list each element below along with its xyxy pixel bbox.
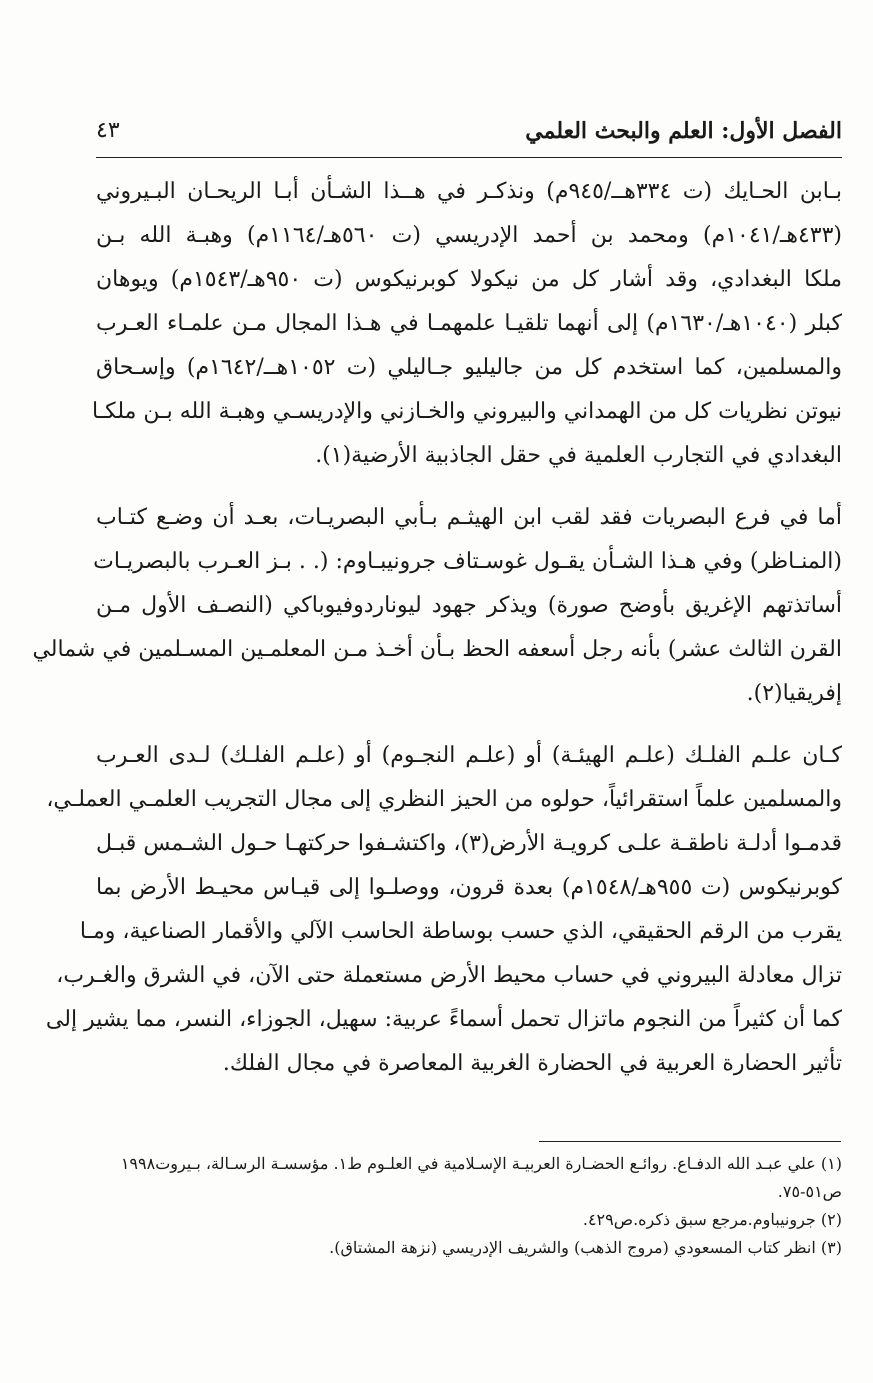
text-line: إفريقيا(٢). <box>746 681 842 706</box>
text-line: قدمـوا أدلـة ناطقـة علـى كرويـة الأرض(٣)، واكتشـفوا حركتهـا حـول الشـمس قبـل <box>96 831 842 856</box>
text-line: تأثير الحضارة العربية في الحضارة الغربية المعاصرة في مجال الفلك. <box>222 1051 842 1076</box>
page-number: ٤٣ <box>96 118 120 143</box>
footnote-1 <box>96 1150 842 1206</box>
footnote-line: (٣) انظر كتاب المسعودي (مروج الذهب) والشريف الإدريسي (نزهة المشتاق). <box>329 1238 842 1257</box>
footnote-line: (٢) جرونيباوم.مرجع سبق ذكره.ص٤٢٩. <box>582 1210 842 1229</box>
text-line: كـان علـم الفلـك (علـم الهيئـة) أو (علـم النجـوم) أو (علـم الفلـك) لـدى العـرب <box>96 743 842 768</box>
text-line: يقرب من الرقم الحقيقي، الذي حسب بوساطة الحاسب الآلي والأقمار الصناعية، ومـا <box>79 919 842 944</box>
text-line: أما في فرع البصريات فقد لقب ابن الهيثـم بـأبي البصريـات، بعـد أن وضـع كتـاب <box>96 505 842 530</box>
chapter-title: الفصل الأول: العلم والبحث العلمي <box>525 118 842 144</box>
text-line: بـابن الحـايك (ت ٣٣٤هــ/٩٤٥م) ونذكـر في هــذا الشـأن أبـا الريحـان البـيروني <box>96 179 842 204</box>
text-line: والمسلمين، كما استخدم كل من جاليليو جـاليلي (ت ١٠٥٢هــ/١٦٤٢م) وإسـحاق <box>96 355 842 380</box>
text-line: (المنـاظر) وفي هـذا الشـأن يقـول غوسـتاف جرونيبـاوم: (. . بـز العـرب بالبصريـات <box>93 549 842 574</box>
footnote-line: ص٥١-٧٥. <box>777 1182 842 1201</box>
text-line: كما أن كثيراً من النجوم ماتزال تحمل أسماءً عربية: سهيل، الجوزاء، النسر، مما يشير إلى <box>45 1007 842 1032</box>
text-line: والمسلمين علماً استقرائياً، حولوه من الحيز النظري إلى مجال التجريب العلمـي العملـي، <box>46 787 842 812</box>
text-line: تزال معادلة البيروني في حساب محيط الأرض مستعملة حتى الآن، في الشرق والغـرب، <box>56 963 842 988</box>
footnote-rule <box>539 1141 841 1142</box>
header-rule <box>96 157 842 158</box>
text-line: البغدادي في التجارب العلمية في حقل الجاذبية الأرضية(١). <box>315 443 842 468</box>
text-line: ملكا البغدادي، وقد أشار كل من نيكولا كوبرنيكوس (ت ٩٥٠هـ/١٥٤٣م) ويوهان <box>96 267 842 292</box>
body-text <box>32 170 843 1086</box>
footnote-3 <box>96 1234 842 1262</box>
footnote-2 <box>96 1206 842 1234</box>
text-line: نيوتن نظريات كل من الهمداني والبيروني والخـازني والإدريسـي وهبـة الله بـن ملكـا <box>92 399 842 424</box>
paragraph-astronomy <box>45 734 843 1086</box>
text-line: أساتذتهم الإغريق بأوضح صورة) ويذكر جهود ليوناردوفيوباكي (النصـف الأول مـن <box>96 593 842 618</box>
footnotes <box>96 1150 842 1262</box>
footnote-line: (١) علي عبـد الله الدفـاع. روائـع الحضـارة العربيـة الإسـلامية في العلـوم ط١. مؤسسـة الرسـالة، بـيروت١٩٩٨ <box>120 1154 842 1173</box>
paragraph-optics <box>32 496 842 716</box>
text-line: القرن الثالث عشر) بأنه رجل أسعفه الحظ بـأن أخـذ مـن المعلمـين المسـلمين في شمالي <box>32 637 842 662</box>
paragraph-gravity <box>92 170 842 478</box>
page-header <box>96 114 842 158</box>
text-line: كوبرنيكوس (ت ٩٥٥هـ/١٥٤٨م) بعدة قرون، ووصلـوا إلى قيـاس محيـط الأرض بما <box>96 875 843 900</box>
text-line: (٤٣٣هـ/١٠٤١م) ومحمد بن أحمد الإدريسي (ت ٥٦٠هـ/١١٦٤م) وهبـة الله بـن <box>96 223 842 248</box>
text-line: كبلر (١٠٤٠هـ/١٦٣٠م) إلى أنهما تلقيـا علمهمـا في هـذا المجال مـن علمـاء العـرب <box>96 311 842 336</box>
